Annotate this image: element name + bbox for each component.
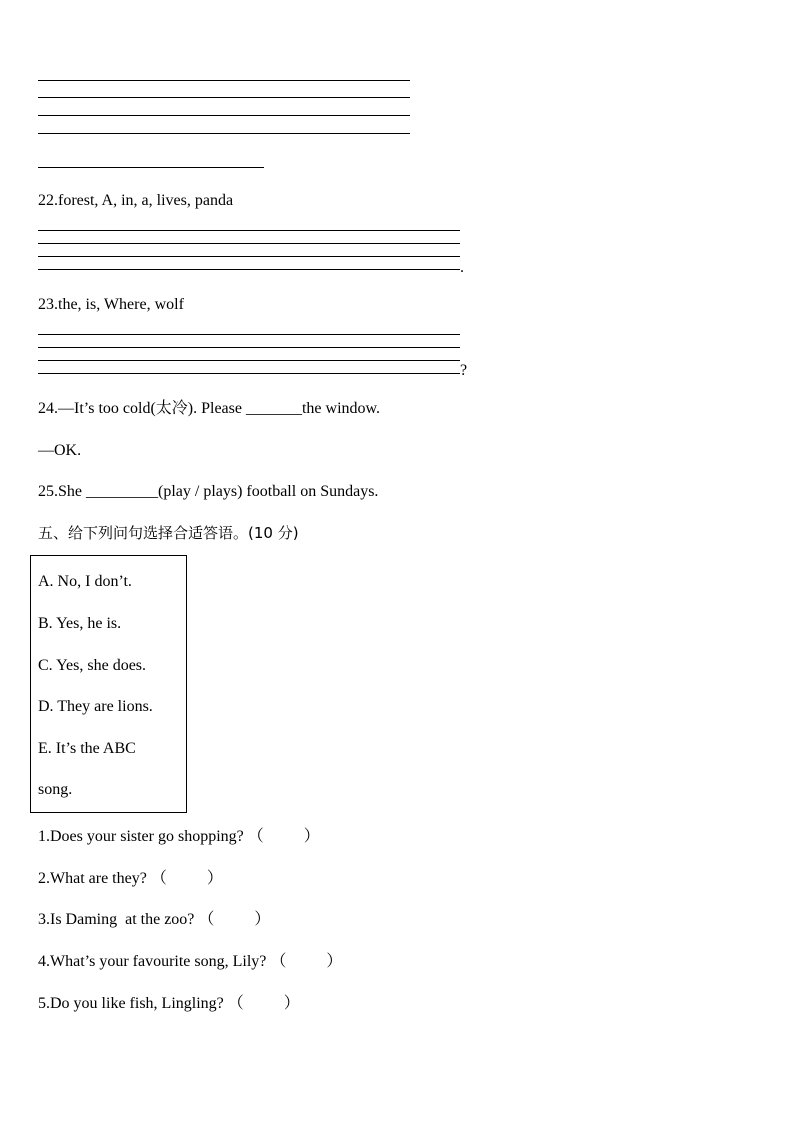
question-25: 25.She _________(play / plays) football on Sundays. xyxy=(38,483,379,500)
answer-line[interactable] xyxy=(38,269,460,270)
answer-line[interactable] xyxy=(38,80,410,81)
section-5-heading: 五、给下列问句选择合适答语。(10 分) xyxy=(38,524,299,542)
question-3: 3.Is Daming at the zoo? （ ） xyxy=(38,911,271,928)
answer-line[interactable] xyxy=(38,334,460,335)
answer-line[interactable] xyxy=(38,115,410,116)
question-2: 2.What are they? （ ） xyxy=(38,870,223,887)
answer-line[interactable] xyxy=(38,243,460,244)
options-box xyxy=(30,555,187,813)
answer-line[interactable] xyxy=(38,167,264,168)
question-24-line-1: 24.—It’s too cold(太冷). Please _______the window. xyxy=(38,400,381,417)
option-b: B. Yes, he is. xyxy=(38,615,122,632)
option-c: C. Yes, she does. xyxy=(38,657,147,674)
question-4: 4.What’s your favourite song, Lily? （ ） xyxy=(38,953,343,970)
option-d: D. They are lions. xyxy=(38,698,153,715)
question-22-prompt: 22.forest, A, in, a, lives, panda xyxy=(38,192,234,209)
question-23-prompt: 23.the, is, Where, wolf xyxy=(38,296,184,313)
question-5: 5.Do you like fish, Lingling? （ ） xyxy=(38,995,300,1012)
end-mark: ? xyxy=(460,362,468,379)
option-a: A. No, I don’t. xyxy=(38,573,132,590)
question-24-line-2: —OK. xyxy=(38,442,82,459)
answer-line[interactable] xyxy=(38,133,410,134)
answer-line[interactable] xyxy=(38,360,460,361)
answer-line[interactable] xyxy=(38,347,460,348)
answer-line[interactable] xyxy=(38,97,410,98)
answer-line[interactable] xyxy=(38,373,460,374)
end-mark: . xyxy=(460,259,464,276)
option-e-continued: song. xyxy=(38,781,73,798)
answer-line[interactable] xyxy=(38,256,460,257)
answer-line[interactable] xyxy=(38,230,460,231)
option-e: E. It’s the ABC xyxy=(38,740,136,757)
question-1: 1.Does your sister go shopping? （ ） xyxy=(38,828,320,845)
